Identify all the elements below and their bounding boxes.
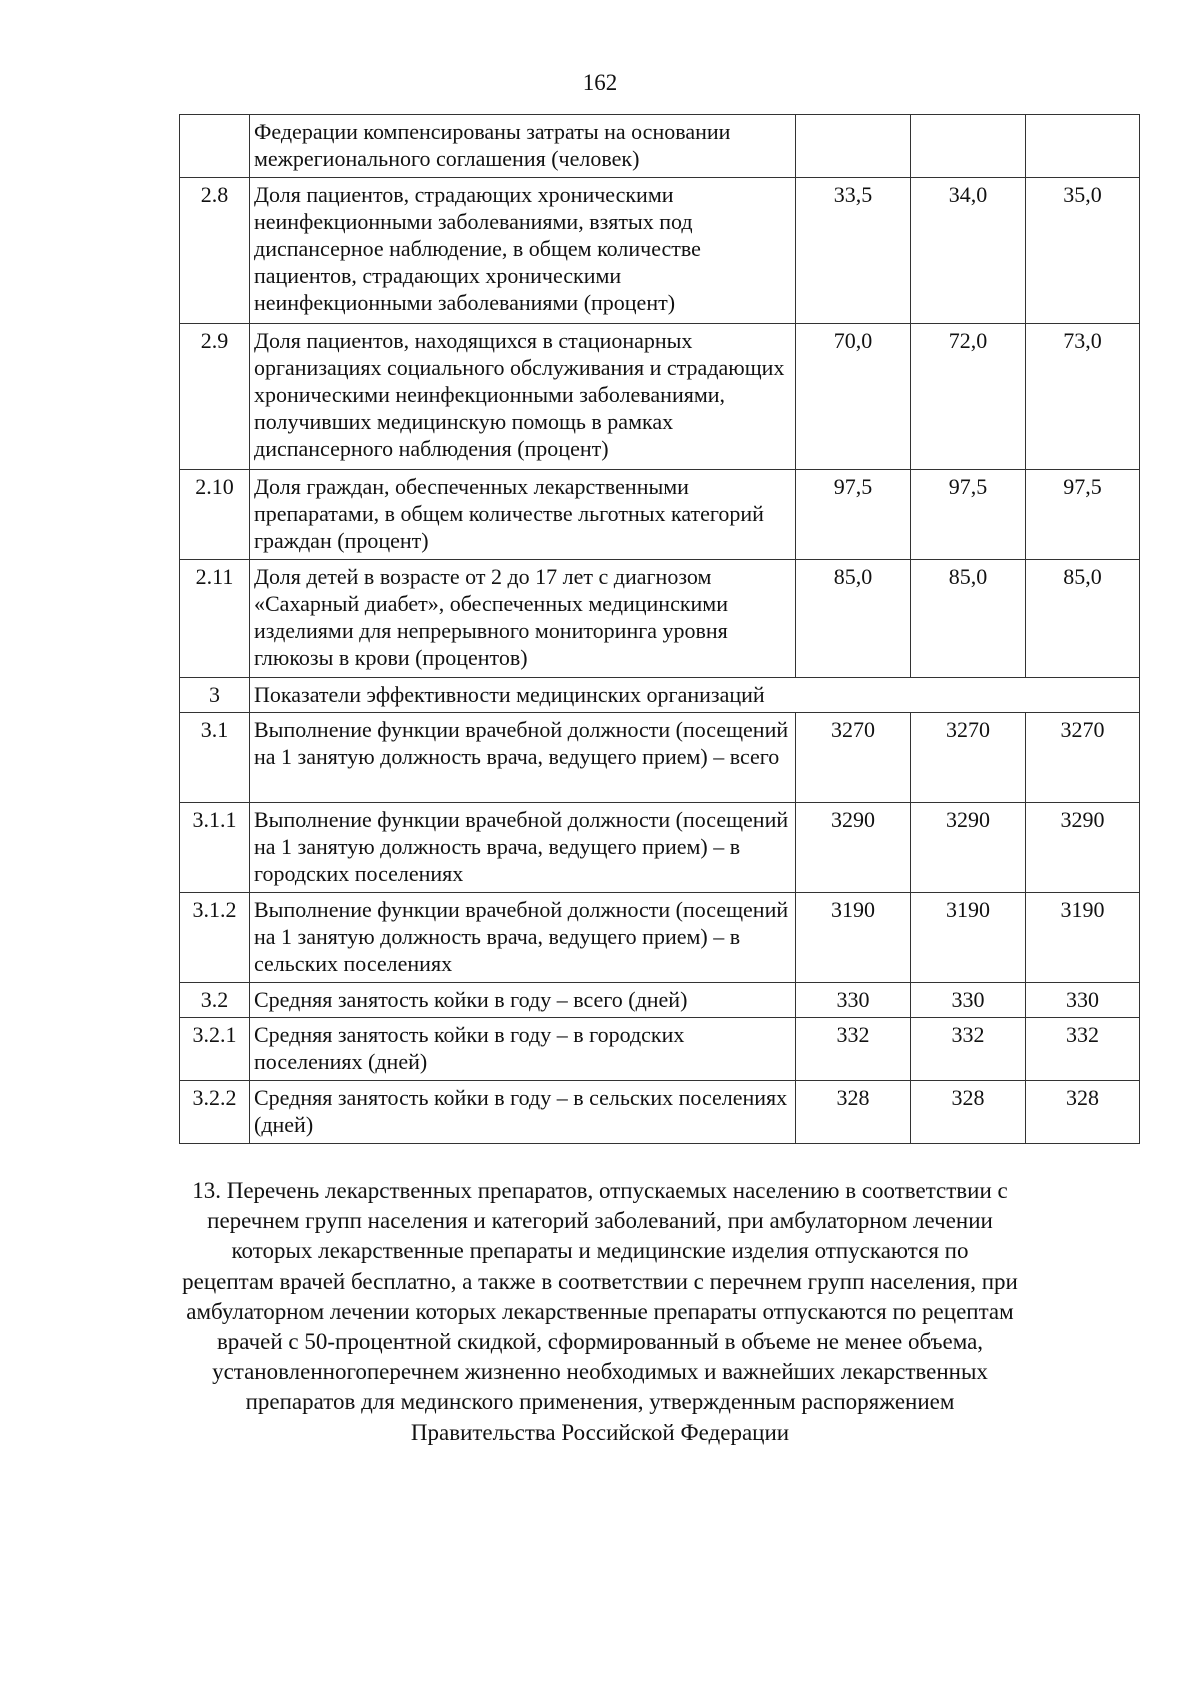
row-number: 2.11	[180, 560, 250, 678]
row-description: Доля пациентов, страдающих хроническими неинфекционными заболеваниями, взятых под диспансерное наблюдение, в общем количестве пациентов, страдающих хроническими неинфекционными заболеваниями (процент)	[250, 178, 796, 324]
table-row	[180, 324, 1140, 470]
table-row	[180, 713, 1140, 803]
row-number: 3.1.2	[180, 893, 250, 983]
row-description: Средняя занятость койки в году – всего (дней)	[250, 983, 796, 1018]
row-description: Федерации компенсированы затраты на основании межрегионального соглашения (человек)	[250, 115, 796, 178]
paragraph-line: рецептам врачей бесплатно, а также в соответствии с перечнем групп населения, при	[182, 1268, 1018, 1294]
row-value-3: 73,0	[1026, 324, 1140, 470]
paragraph-line: которых лекарственные препараты и медицинские изделия отпускаются по	[231, 1238, 969, 1264]
row-description: Выполнение функции врачебной должности (посещений на 1 занятую должность врача, ведущего прием) – в сельских поселениях	[250, 893, 796, 983]
row-value-2: 330	[911, 983, 1026, 1018]
row-number: 3.2	[180, 983, 250, 1018]
paragraph-line: амбулаторном лечении которых лекарственные препараты отпускаются по рецептам	[186, 1298, 1014, 1324]
row-value-3: 330	[1026, 983, 1140, 1018]
row-description: Выполнение функции врачебной должности (посещений на 1 занятую должность врача, ведущего прием) – в городских поселениях	[250, 803, 796, 893]
row-value-3: 97,5	[1026, 470, 1140, 560]
row-value-1: 330	[796, 983, 911, 1018]
row-description: Средняя занятость койки в году – в городских поселениях (дней)	[250, 1018, 796, 1081]
row-number: 2.8	[180, 178, 250, 324]
row-value-2: 3190	[911, 893, 1026, 983]
row-number	[180, 115, 250, 178]
paragraph-line: Правительства Российской Федерации	[410, 1419, 790, 1445]
paragraph-line: установленногоперечнем жизненно необходимых и важнейших лекарственных	[212, 1359, 988, 1385]
row-value-2: 34,0	[911, 178, 1026, 324]
row-value-3: 35,0	[1026, 178, 1140, 324]
table-row	[180, 178, 1140, 324]
table-row	[180, 983, 1140, 1018]
paragraph-line: перечнем групп населения и категорий заболеваний, при амбулаторном лечении	[207, 1208, 993, 1234]
row-value-2: 97,5	[911, 470, 1026, 560]
row-description: Доля детей в возрасте от 2 до 17 лет с диагнозом «Сахарный диабет», обеспеченных медицинскими изделиями для непрерывного мониторинга уровня глюкозы в крови (процентов)	[250, 560, 796, 678]
row-value-1: 332	[796, 1018, 911, 1081]
row-number: 3.2.2	[180, 1081, 250, 1144]
row-value-3: 3270	[1026, 713, 1140, 803]
row-value-1: 3190	[796, 893, 911, 983]
paragraph-line: препаратов для мединского применения, утвержденным распоряжением	[245, 1389, 955, 1415]
row-value-1	[796, 115, 911, 178]
row-number: 3.1.1	[180, 803, 250, 893]
table-row	[180, 115, 1140, 178]
row-number: 2.9	[180, 324, 250, 470]
section-heading: Показатели эффективности медицинских организаций	[250, 678, 1140, 713]
row-value-1: 3290	[796, 803, 911, 893]
indicators-table	[179, 114, 1140, 1144]
row-description: Доля пациентов, находящихся в стационарных организациях социального обслуживания и страдающих хроническими неинфекционными заболеваниями, получивших медицинскую помощь в рамках диспансерного наблюдения (процент)	[250, 324, 796, 470]
row-value-2: 332	[911, 1018, 1026, 1081]
row-value-2	[911, 115, 1026, 178]
row-value-2: 328	[911, 1081, 1026, 1144]
row-value-1: 85,0	[796, 560, 911, 678]
row-value-2: 72,0	[911, 324, 1026, 470]
row-value-2: 3270	[911, 713, 1026, 803]
row-value-1: 3270	[796, 713, 911, 803]
table-row	[180, 560, 1140, 678]
table-row	[180, 1081, 1140, 1144]
row-description: Выполнение функции врачебной должности (посещений на 1 занятую должность врача, ведущего прием) – всего	[250, 713, 796, 803]
table-row	[180, 803, 1140, 893]
row-value-3: 3290	[1026, 803, 1140, 893]
page-number: 162	[582, 70, 618, 95]
row-number: 3	[180, 678, 250, 713]
row-value-3: 3190	[1026, 893, 1140, 983]
table-row	[180, 893, 1140, 983]
row-description: Средняя занятость койки в году – в сельских поселениях (дней)	[250, 1081, 796, 1144]
row-number: 3.2.1	[180, 1018, 250, 1081]
row-value-3: 85,0	[1026, 560, 1140, 678]
row-value-1: 328	[796, 1081, 911, 1144]
table-row	[180, 1018, 1140, 1081]
row-value-1: 70,0	[796, 324, 911, 470]
row-value-3: 328	[1026, 1081, 1140, 1144]
row-value-3	[1026, 115, 1140, 178]
row-value-3: 332	[1026, 1018, 1140, 1081]
row-number: 3.1	[180, 713, 250, 803]
table-row	[180, 470, 1140, 560]
section-row	[180, 678, 1140, 713]
paragraph-line: врачей с 50-процентной скидкой, сформированный в объеме не менее объема,	[216, 1329, 984, 1355]
row-number: 2.10	[180, 470, 250, 560]
row-value-2: 85,0	[911, 560, 1026, 678]
row-value-2: 3290	[911, 803, 1026, 893]
row-description: Доля граждан, обеспеченных лекарственными препаратами, в общем количестве льготных категорий граждан (процент)	[250, 470, 796, 560]
row-value-1: 97,5	[796, 470, 911, 560]
paragraph-line: 13. Перечень лекарственных препаратов, отпускаемых населению в соответствии с	[192, 1178, 1008, 1203]
row-value-1: 33,5	[796, 178, 911, 324]
section-13-paragraph	[150, 1176, 1050, 1448]
